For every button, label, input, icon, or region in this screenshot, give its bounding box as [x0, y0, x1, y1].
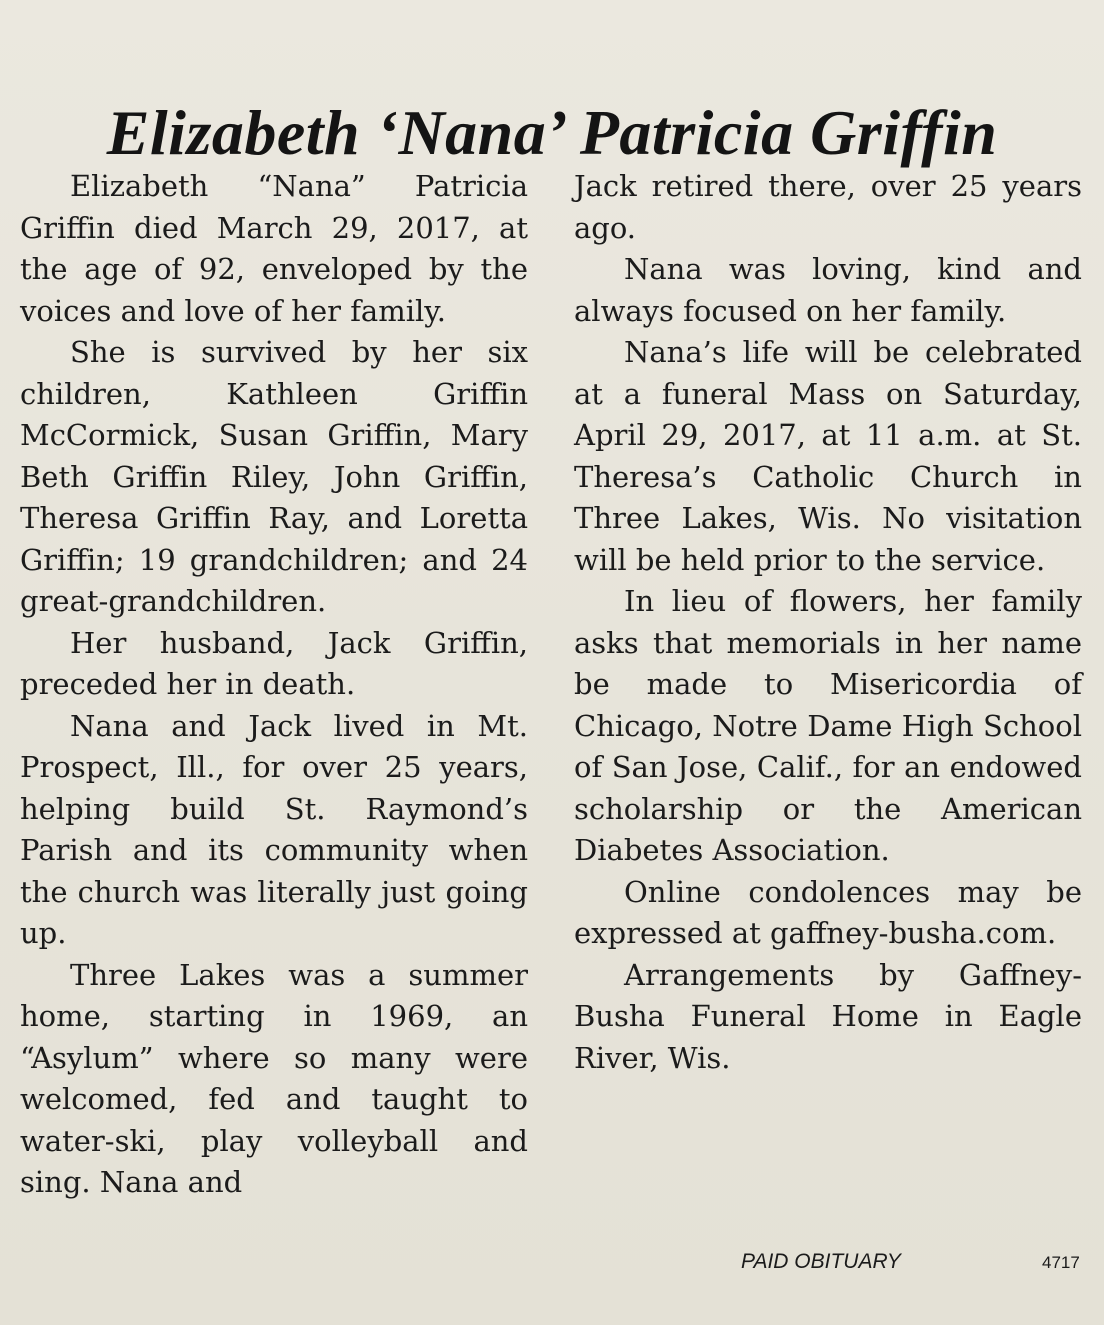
paragraph-death-notice: Elizabeth “Nana” Patricia Griffin died March 29, 2017, at the age of 92, enveloped by the voices and love of her family.: [20, 169, 528, 328]
right-column: [574, 166, 1082, 1079]
paragraph-mt-prospect: Nana and Jack lived in Mt. Prospect, Ill., for over 25 years, helping build St. Raymond’s Parish and its community when the church was literally just going up.: [20, 708, 528, 950]
left-column: [20, 166, 528, 1204]
paragraph-loving: Nana was loving, kind and always focused on her family.: [574, 252, 1082, 328]
obituary-headline: Elizabeth ‘Nana’ Patricia Griffin: [106, 96, 998, 168]
paragraph-arrangements: Arrangements by Gaffney-Busha Funeral Home in Eagle River, Wis.: [574, 957, 1082, 1075]
paragraph-condolences: Online condolences may be expressed at gaffney-busha.com.: [574, 874, 1082, 950]
paid-obituary-label: PAID OBITUARY: [741, 1250, 901, 1273]
paragraph-three-lakes: Three Lakes was a summer home, starting in 1969, an “Asylum” where so many were welcomed, fed and taught to water-ski, play volleyball and sing. Nana and: [20, 957, 528, 1199]
ad-number: 4717: [1042, 1253, 1080, 1272]
paragraph-retired-continuation: Jack retired there, over 25 years ago.: [574, 169, 1082, 245]
paragraph-funeral-mass: Nana’s life will be celebrated at a funeral Mass on Saturday, April 29, 2017, at 11 a.m. at St. Theresa’s Catholic Church in Three Lakes, Wis. No visitation will be held prior to the service.: [574, 335, 1082, 577]
paragraph-memorials: In lieu of flowers, her family asks that memorials in her name be made to Misericordia of Chicago, Notre Dame High School of San Jose, Calif., for an endowed scholarship or the American Diabetes Association.: [574, 584, 1082, 867]
paragraph-husband: Her husband, Jack Griffin, preceded her in death.: [20, 625, 528, 701]
paragraph-survivors: She is survived by her six children, Kathleen Griffin McCormick, Susan Griffin, Mary Beth Griffin Riley, John Griffin, Theresa Griffin Ray, and Loretta Griffin; 19 grandchildren; and 24 great-grandchildren.: [20, 335, 528, 618]
